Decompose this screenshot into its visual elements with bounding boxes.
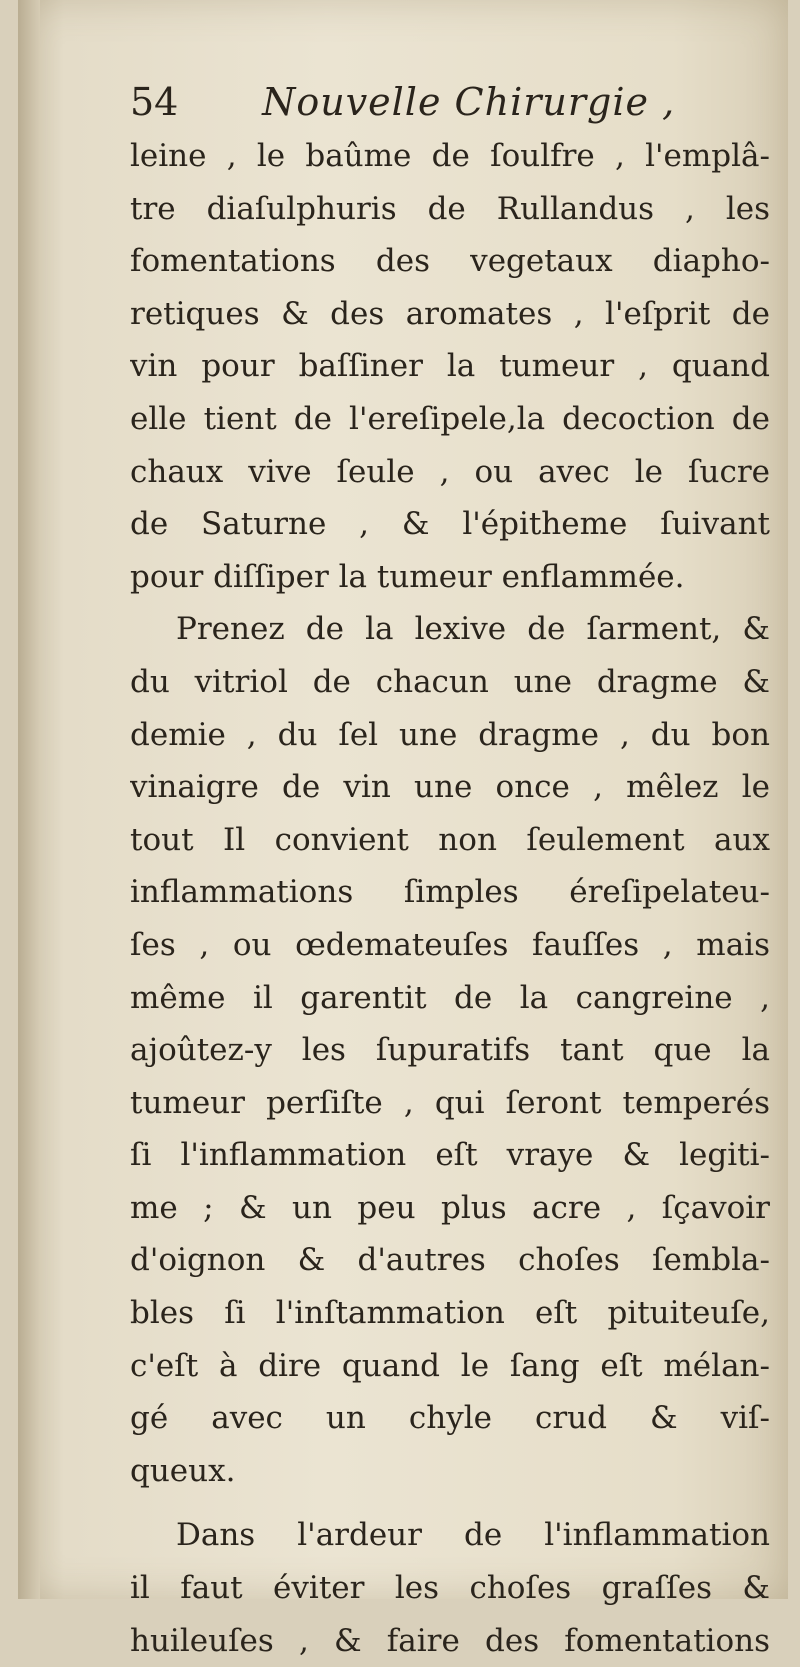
page-gutter: [18, 0, 40, 1599]
text-line: ajoûtez-y les ſupuratifs tant que la: [130, 1032, 770, 1069]
text-line: leine , le baûme de ſoulfre , l'emplâ-: [130, 138, 770, 174]
text-line: vinaigre de vin une once , mêlez le: [130, 769, 770, 806]
text-line: pour diſſiper la tumeur enflammée.: [130, 558, 685, 595]
text-line: inflammations ſimples éreſipelateu-: [130, 874, 770, 911]
text-line: c'eſt à dire quand le ſang eſt mélan-: [130, 1347, 770, 1384]
text-line: tre diaſulphuris de Rullandus , les: [130, 190, 770, 227]
text-line: demie , du ſel une dragme , du bon: [130, 716, 770, 753]
book-page: [18, 0, 788, 1659]
text-line: bles ſi l'inſtammation eſt pituiteuſe,: [130, 1295, 770, 1332]
text-line: huileuſes , & faire des fomentations: [130, 1622, 770, 1659]
text-line: vin pour baſſiner la tumeur , quand: [130, 348, 770, 385]
running-title: Nouvelle Chirurgie ,: [262, 80, 676, 124]
text-line: il faut éviter les choſes graſſes &: [130, 1570, 770, 1607]
text-line: elle tient de l'ereſipele,la decoction de: [130, 400, 770, 437]
page-number: 54: [130, 80, 179, 124]
text-line: retiques & des aromates , l'eſprit de: [130, 295, 770, 332]
text-line: queux.: [130, 1452, 236, 1489]
text-line: de Saturne , & l'épitheme ſuivant: [130, 506, 770, 543]
page-header: [130, 72, 690, 132]
text-line: me ; & un peu plus acre , ſçavoir: [130, 1189, 770, 1226]
body-text: [130, 130, 770, 1667]
text-line: Prenez de la lexive de ſarment, &: [176, 611, 770, 648]
text-line: chaux vive ſeule , ou avec le ſucre: [130, 453, 770, 490]
text-line: tout Il convient non ſeulement aux: [130, 821, 770, 858]
text-line: fomentations des vegetaux diapho-: [130, 243, 770, 280]
text-line: d'oignon & d'autres choſes ſembla-: [130, 1242, 770, 1279]
text-line: Dans l'ardeur de l'inflammation: [176, 1517, 770, 1554]
text-line: ſes , ou œdemateuſes fauſſes , mais: [130, 926, 770, 963]
text-line: du vitriol de chacun une dragme &: [130, 663, 770, 700]
text-line: tumeur perſiſte , qui ſeront temperés: [130, 1084, 770, 1121]
text-line: gé avec un chyle crud & viſ-: [130, 1400, 770, 1437]
text-line: ſi l'inflammation eſt vraye & legiti-: [130, 1137, 770, 1174]
text-line: même il garentit de la cangreine ,: [130, 979, 770, 1016]
